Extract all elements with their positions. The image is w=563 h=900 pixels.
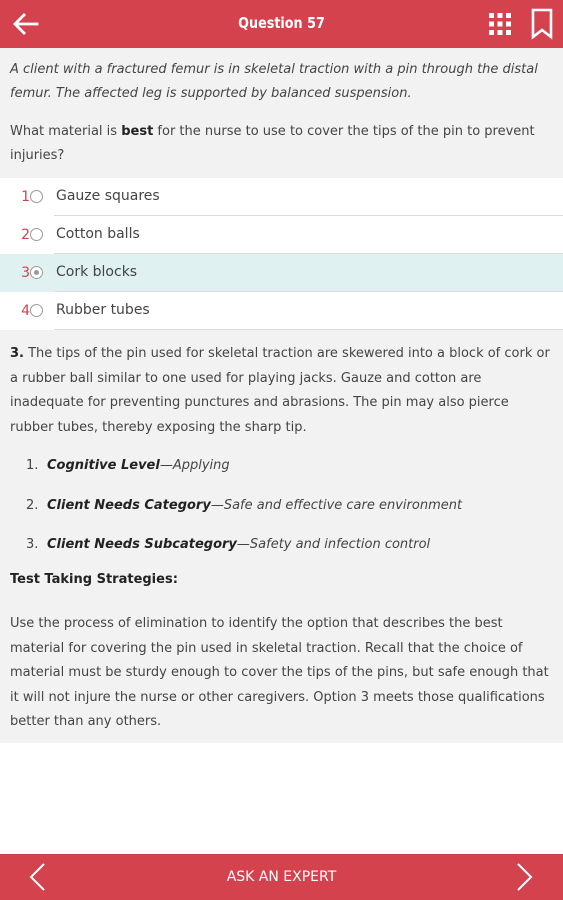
list-item	[26, 454, 546, 494]
option-label: Cotton balls	[56, 226, 140, 242]
list-value: —Safe and effective care environment	[210, 497, 463, 513]
question-stem: A client with a fractured femur is in skeletal traction with a pin through the distal femur. The affected leg is supported by balanced suspension.	[10, 62, 538, 101]
list-number: 2.	[26, 497, 39, 513]
list-number: 3.	[26, 537, 39, 552]
list-item	[26, 533, 546, 573]
answer-option-3[interactable]	[0, 254, 563, 292]
top-app-bar	[0, 0, 563, 48]
correct-answer-number: 3.	[10, 346, 24, 361]
bottom-bar	[0, 854, 563, 900]
radio-button[interactable]	[30, 228, 43, 241]
strategies-heading: Test Taking Strategies:	[10, 572, 178, 587]
list-value: —Applying	[159, 458, 230, 473]
grid-icon[interactable]	[488, 12, 512, 36]
ask-expert-button[interactable]: ASK AN EXPERT	[226, 869, 337, 885]
option-label: Rubber tubes	[56, 302, 150, 318]
prompt-emphasis: best	[121, 124, 154, 139]
list-key: Cognitive Level	[47, 458, 160, 473]
option-number: 4	[21, 303, 30, 319]
prompt-text: What material is	[10, 124, 122, 139]
radio-button[interactable]	[30, 304, 43, 317]
answer-rationale	[10, 342, 555, 440]
list-value: —Safety and infection control	[236, 537, 431, 552]
prompt-text-end: for the nurse to use to cover the tips of the pin to prevent injuries?	[10, 124, 535, 163]
bookmark-icon[interactable]	[529, 8, 555, 40]
question-prompt	[10, 120, 555, 168]
arrow-left-icon[interactable]	[10, 8, 42, 40]
list-key: Client Needs Subcategory	[47, 537, 237, 552]
list-key: Client Needs Category	[47, 497, 211, 513]
list-item	[26, 494, 546, 534]
answer-option-4[interactable]	[0, 292, 563, 330]
radio-button-selected[interactable]	[30, 266, 43, 279]
list-number: 1.	[26, 458, 39, 473]
classification-list	[26, 454, 546, 573]
option-label: Gauze squares	[56, 188, 160, 204]
answer-option-1[interactable]	[0, 178, 563, 216]
chevron-right-icon[interactable]	[512, 862, 536, 892]
answer-option-2[interactable]	[0, 216, 563, 254]
rationale-text: The tips of the pin used for skeletal traction are skewered into a block of cork or a rubber ball similar to one used for playing jacks. Gauze and cotton are inadequate for preventing punctures and abrasions. The pin may also pierce rubber tubes, thereby exposing the sharp tip.	[10, 346, 550, 435]
divider	[54, 329, 563, 330]
radio-button[interactable]	[30, 190, 43, 203]
option-number: 2	[21, 227, 30, 243]
option-label: Cork blocks	[56, 264, 138, 280]
option-number: 3	[21, 265, 30, 281]
page-title: Question 57	[238, 14, 325, 32]
answer-options	[0, 178, 563, 330]
question-content	[0, 48, 563, 743]
strategies-text: Use the process of elimination to identify the option that describes the best material for covering the pin used in skeletal traction. Recall that the choice of material must be sturdy enough to cover the tips of the pins, but safe enough that it will not injure the nurse or other caregivers. Option 3 meets those qualifications better than any others.	[10, 616, 549, 729]
option-number: 1	[21, 189, 30, 205]
